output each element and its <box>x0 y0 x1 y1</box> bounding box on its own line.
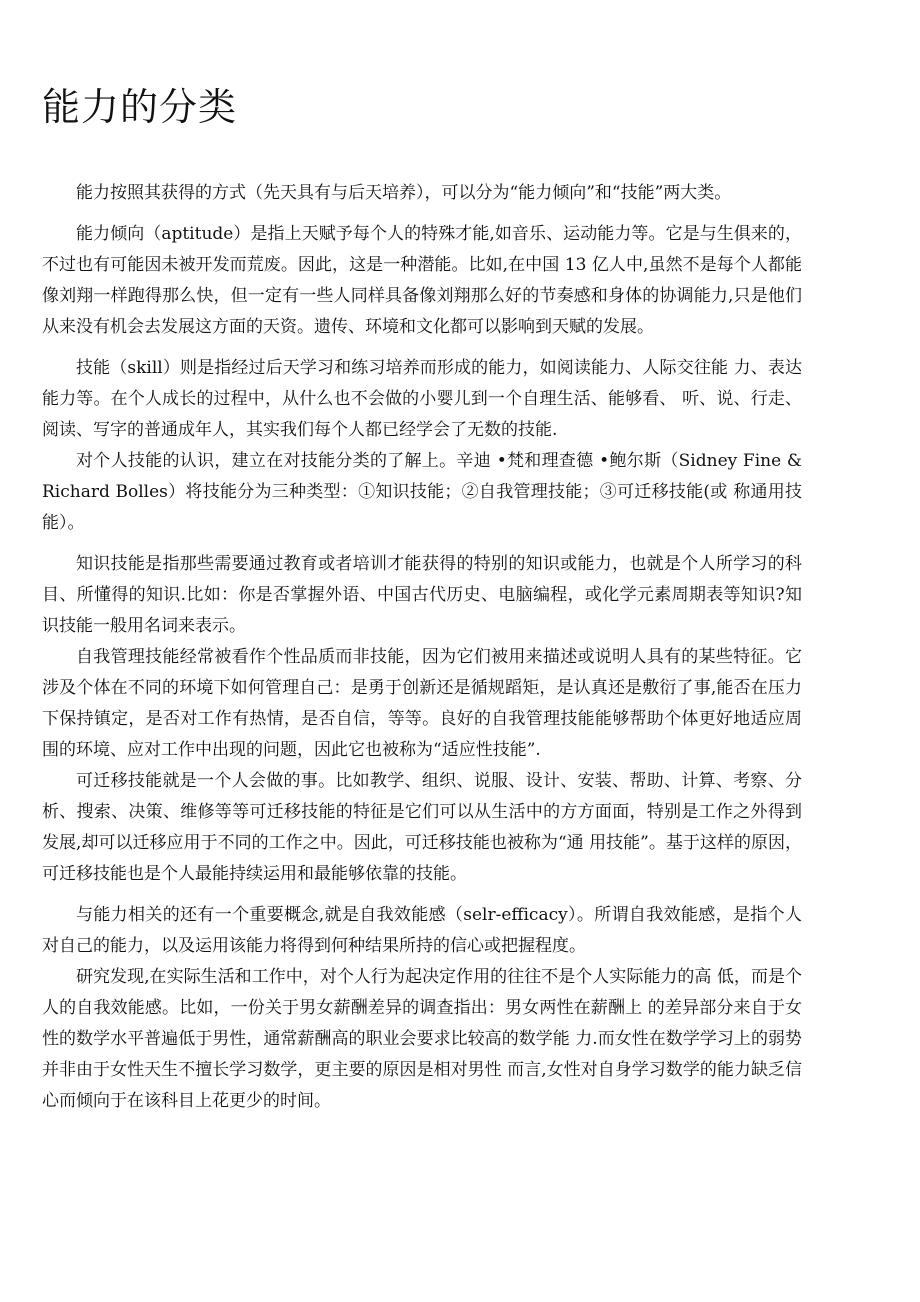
paragraph-self-management-skills: 自我管理技能经常被看作个性品质而非技能，因为它们被用来描述或说明人具有的某些特征。它涉及个体在不同的环境下如何管理自己：是勇于创新还是循规蹈矩，是认真还是敷衍了事,能否在压力下保持镇定，是否对工作有热情，是否自信，等等。良好的自我管理技能能够帮助个体更好地适应周围的环境、应对工作中出现的问题，因此它也被称为“适应性技能”. <box>42 647 802 760</box>
paragraph-self-efficacy: 与能力相关的还有一个重要概念,就是自我效能感（selr-efficacy）。所谓自我效能感，是指个人对自己的能力，以及运用该能力将得到何种结果所持的信心或把握程度。 <box>42 905 802 956</box>
paragraph-skill: 技能（skill）则是指经过后天学习和练习培养而形成的能力，如阅读能力、人际交往能 力、表达能力等。在个人成长的过程中，从什么也不会做的小婴儿到一个自理生活、能够看、 听、说、行走、阅读、写字的普通成年人，其实我们每个人都已经学会了无数的技能. <box>42 358 802 440</box>
paragraph-aptitude: 能力倾向（aptitude）是指上天赋予每个人的特殊才能,如音乐、运动能力等。它是与生俱来的，不过也有可能因未被开发而荒废。因此，这是一种潜能。比如,在中国 13 亿人中,虽然不是每个人都能像刘翔一样跑得那么快，但一定有一些人同样具备像刘翔那么好的节奏感和身体的协调能力,只是他们从来没有机会去发展这方面的天资。遗传、环境和文化都可以影响到天赋的发展。 <box>42 224 802 337</box>
paragraph-skill-types: 对个人技能的认识，建立在对技能分类的了解上。辛迪 •梵和理查德 •鲍尔斯（Sidney Fine & Richard Bolles）将技能分为三种类型：①知识技能；②自我管理技能；③可迁移技能(或 称通用技能）。 <box>42 451 802 533</box>
document-body <box>42 178 802 1117</box>
paragraph-research: 研究发现,在实际生活和工作中，对个人行为起决定作用的往往不是个人实际能力的高 低，而是个人的自我效能感。比如，一份关于男女薪酬差异的调查指出：男女两性在薪酬上 的差异部分来自于女性的数学水平普遍低于男性，通常薪酬高的职业会要求比较高的数学能 力.而女性在数学学习上的弱势并非由于女性天生不擅长学习数学，更主要的原因是相对男性 而言,女性对自身学习数学的能力缺乏信心而倾向于在该科目上花更少的时间。 <box>42 967 802 1111</box>
page-title: 能力的分类 <box>42 85 238 129</box>
paragraph-transferable-skills: 可迁移技能就是一个人会做的事。比如教学、组织、说服、设计、安装、帮助、计算、考察、分析、搜索、决策、维修等等可迁移技能的特征是它们可以从生活中的方方面面，特别是工作之外得到发展,却可以迁移应用于不同的工作之中。因此，可迁移技能也被称为“通 用技能”。基于这样的原因，可迁移技能也是个人最能持续运用和最能够依靠的技能。 <box>42 771 802 884</box>
paragraph-intro: 能力按照其获得的方式（先天具有与后天培养），可以分为“能力倾向”和“技能”两大类。 <box>76 183 732 203</box>
paragraph-knowledge-skills: 知识技能是指那些需要通过教育或者培训才能获得的特别的知识或能力，也就是个人所学习的科目、所懂得的知识.比如：你是否掌握外语、中国古代历史、电脑编程，或化学元素周期表等知识?知识技能一般用名词来表示。 <box>42 554 802 636</box>
